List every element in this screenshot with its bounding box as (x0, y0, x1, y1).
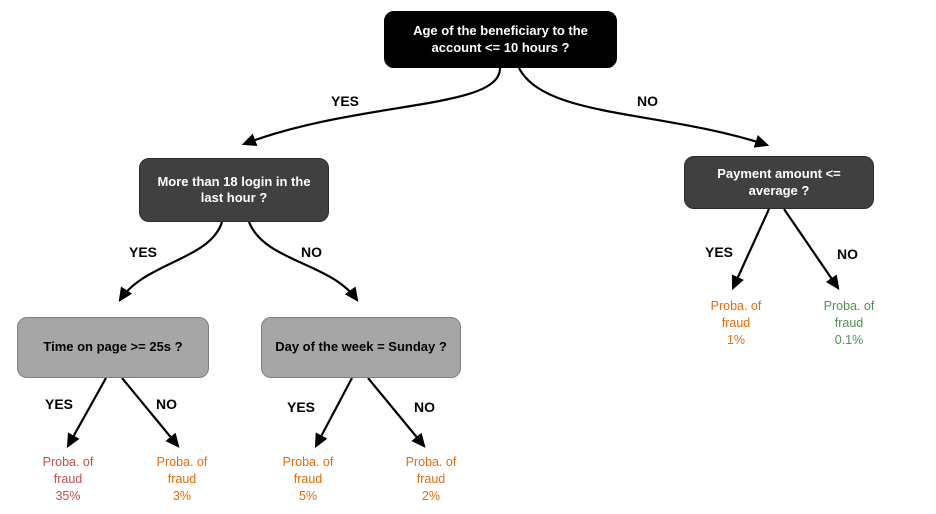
leaf-proba-01-line2: fraud (834, 315, 864, 330)
edge-payment-no (784, 209, 838, 288)
leaf-proba-35-value: 35% (55, 488, 81, 503)
leaf-proba-01-line1: Proba. of (823, 299, 875, 313)
edge-label-timeonpage-no: NO (156, 396, 177, 412)
node-login-count-label: More than 18 login in the last hour ? (157, 173, 311, 205)
leaf-proba-35-line1: Proba. of (42, 455, 94, 469)
leaf-proba-3 (138, 454, 226, 505)
node-root[interactable] (384, 11, 617, 68)
edge-timeonpage-yes (68, 378, 106, 446)
leaf-proba-01-value: 0.1% (834, 332, 864, 347)
leaf-proba-1-line1: Proba. of (710, 299, 762, 313)
node-day-of-week[interactable] (261, 317, 461, 378)
leaf-proba-5-value: 5% (298, 488, 318, 503)
edge-login-no (249, 222, 357, 300)
leaf-proba-3-line2: fraud (167, 471, 197, 486)
node-login-count[interactable] (139, 158, 329, 222)
edge-label-timeonpage-yes: YES (45, 396, 74, 412)
edge-login-yes (120, 222, 222, 300)
leaf-proba-3-line1: Proba. of (156, 455, 208, 469)
leaf-proba-1 (692, 298, 780, 349)
node-payment-amount-label: Payment amount <= average ? (717, 166, 841, 198)
edge-payment-yes (733, 209, 769, 288)
node-time-on-page-label: Time on page >= 25s ? (43, 339, 183, 355)
edge-label-dayofweek-yes: YES (287, 399, 316, 415)
edge-label-login-yes: YES (129, 244, 158, 260)
node-payment-amount[interactable] (684, 156, 874, 209)
leaf-proba-1-value: 1% (726, 332, 746, 347)
edge-label-payment-no: NO (837, 246, 858, 262)
edge-label-payment-yes: YES (705, 244, 734, 260)
leaf-proba-35 (24, 454, 112, 505)
edge-timeonpage-no (122, 378, 178, 446)
leaf-proba-01 (805, 298, 893, 349)
edge-root-yes (244, 68, 500, 144)
node-day-of-week-label: Day of the week = Sunday ? (275, 339, 447, 355)
edge-label-dayofweek-no: NO (414, 399, 435, 415)
leaf-proba-3-value: 3% (172, 488, 192, 503)
leaf-proba-35-line2: fraud (53, 471, 83, 486)
leaf-proba-5 (264, 454, 352, 505)
leaf-proba-2 (387, 454, 475, 505)
leaf-proba-2-line2: fraud (416, 471, 446, 486)
leaf-proba-2-line1: Proba. of (405, 455, 457, 469)
node-root-label: Age of the beneficiary to the account <= 10 hours ? (413, 23, 588, 55)
leaf-proba-1-line2: fraud (721, 315, 751, 330)
leaf-proba-5-line1: Proba. of (282, 455, 334, 469)
node-time-on-page[interactable] (17, 317, 209, 378)
edge-dayofweek-yes (316, 378, 352, 446)
edge-label-root-yes: YES (331, 93, 360, 109)
leaf-proba-5-line2: fraud (293, 471, 323, 486)
edge-label-login-no: NO (301, 244, 322, 260)
edge-label-root-no: NO (637, 93, 658, 109)
leaf-proba-2-value: 2% (421, 488, 441, 503)
